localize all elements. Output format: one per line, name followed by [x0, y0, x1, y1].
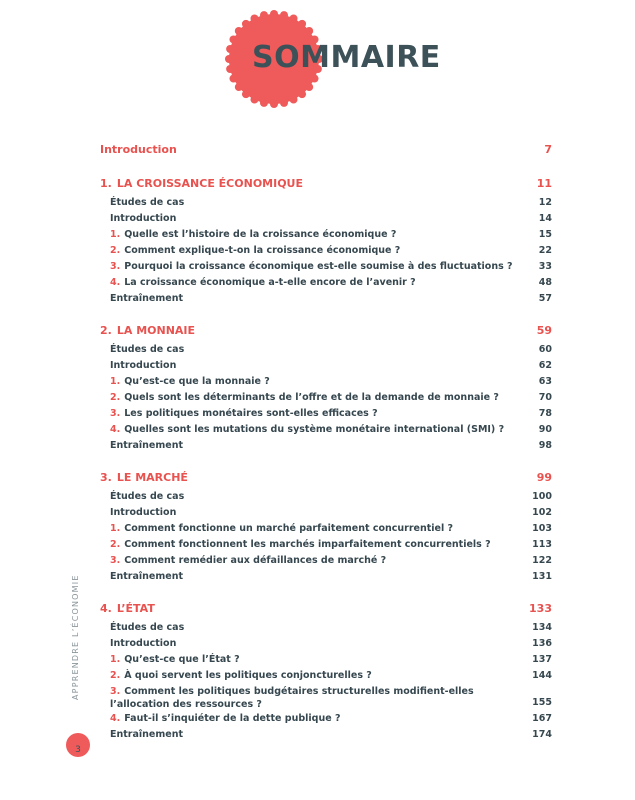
toc-entry[interactable] — [100, 537, 552, 553]
toc-entry-text — [110, 195, 522, 211]
toc-entry-label: Qu’est-ce que l’État ? — [124, 654, 240, 665]
toc-entry-text — [110, 489, 522, 505]
toc-entry-page: 22 — [538, 245, 552, 256]
chapter-number: 1. — [100, 177, 112, 190]
toc-entry-text — [110, 505, 522, 521]
toc-entry-number: 1. — [110, 523, 121, 534]
toc-entry-text — [110, 374, 522, 390]
chapter-page: 99 — [536, 471, 552, 484]
toc-entry[interactable] — [100, 668, 552, 684]
toc-entry-text — [110, 342, 522, 358]
chapter-page: 59 — [536, 324, 552, 337]
toc-entry-number: 3. — [110, 408, 121, 419]
toc-entry[interactable] — [100, 521, 552, 537]
chapter-title-text — [100, 599, 522, 619]
toc-entry-number: 3. — [110, 686, 121, 697]
toc-entry-text — [110, 275, 522, 291]
toc-entry-page: 70 — [538, 392, 552, 403]
toc-entry-page: 136 — [532, 638, 552, 649]
sidebar-book-title: APPRENDRE L’ÉCONOMIE — [71, 574, 80, 700]
toc-entry[interactable] — [100, 374, 552, 390]
toc-entry[interactable] — [100, 711, 552, 727]
toc-entry-label: Comment fonctionne un marché parfaitement concurrentiel ? — [124, 523, 454, 534]
chapter-section — [100, 599, 552, 743]
toc-entry-text — [110, 652, 522, 668]
toc-entry-label: Entraînement — [110, 571, 183, 582]
toc-entry-label: Études de cas — [110, 491, 185, 502]
chapter-title-text — [100, 321, 522, 341]
toc-entry-page: 98 — [538, 440, 552, 451]
toc-entry-page: 12 — [538, 197, 552, 208]
page-title: SOMMAIRE — [252, 40, 441, 75]
toc-entry-number: 3. — [110, 555, 121, 566]
toc-entry-page: 48 — [538, 277, 552, 288]
chapter-heading[interactable] — [100, 599, 552, 619]
toc-entry-page: 90 — [538, 424, 552, 435]
toc-entry-label: Qu’est-ce que la monnaie ? — [124, 376, 270, 387]
toc-entry-label: Entraînement — [110, 293, 183, 304]
toc-entry[interactable] — [100, 438, 552, 454]
toc-entry[interactable] — [100, 620, 552, 636]
toc-entry-page: 33 — [538, 261, 552, 272]
toc-entry-number: 2. — [110, 539, 121, 550]
toc-entry-label: Introduction — [110, 360, 177, 371]
toc-entry-text — [110, 727, 522, 743]
chapter-title: LA CROISSANCE ÉCONOMIQUE — [116, 177, 304, 190]
toc-entry-page: 155 — [532, 697, 552, 708]
toc-entry-label: Introduction — [110, 213, 177, 224]
chapter-page: 11 — [536, 177, 552, 190]
toc-entry-page: 100 — [532, 491, 552, 502]
page-number-badge — [66, 733, 90, 757]
toc-entry-text — [110, 422, 522, 438]
chapter-title-text — [100, 468, 522, 488]
chapter-list — [100, 174, 552, 743]
toc-entry-label: Faut-il s’inquiéter de la dette publique ? — [124, 713, 341, 724]
toc-entry-text — [110, 406, 522, 422]
toc-entry-label: La croissance économique a-t-elle encore de l’avenir ? — [124, 277, 416, 288]
toc-entry[interactable] — [100, 243, 552, 259]
toc-entry[interactable] — [100, 422, 552, 438]
toc-entry-text — [110, 390, 522, 406]
chapter-title: L’ÉTAT — [116, 602, 155, 615]
toc-entry-page: 62 — [538, 360, 552, 371]
toc-entry-number: 1. — [110, 229, 121, 240]
toc-entry[interactable] — [100, 636, 552, 652]
chapter-heading[interactable] — [100, 468, 552, 488]
toc-entry-text — [110, 438, 522, 454]
toc-entry-label: Quelle est l’histoire de la croissance économique ? — [124, 229, 397, 240]
toc-entry[interactable] — [100, 291, 552, 307]
toc-entry-page: 63 — [538, 376, 552, 387]
toc-entry-label: Entraînement — [110, 440, 183, 451]
toc-entry-text — [110, 537, 522, 553]
header — [0, 0, 635, 110]
toc-entry-page: 15 — [538, 229, 552, 240]
toc-entry[interactable] — [100, 489, 552, 505]
chapter-section — [100, 468, 552, 585]
toc-entry-number: 4. — [110, 713, 121, 724]
toc-entry-text — [110, 259, 522, 275]
chapter-section — [100, 174, 552, 307]
chapter-section — [100, 321, 552, 454]
toc-entry-number: 1. — [110, 376, 121, 387]
toc-entry[interactable] — [100, 275, 552, 291]
toc-entry[interactable] — [100, 684, 552, 711]
toc-entry-page: 14 — [538, 213, 552, 224]
toc-entry-text — [110, 684, 522, 711]
toc-entry[interactable] — [100, 553, 552, 569]
toc-introduction-page: 7 — [544, 143, 552, 156]
chapter-number: 2. — [100, 324, 112, 337]
toc-entry[interactable] — [100, 652, 552, 668]
toc-entry-label: À quoi servent les politiques conjoncturelles ? — [124, 670, 372, 681]
toc-entry-number: 4. — [110, 424, 121, 435]
chapter-title: LE MARCHÉ — [116, 471, 188, 484]
toc-entry-label: Quelles sont les mutations du système monétaire international (SMI) ? — [124, 424, 505, 435]
toc-entry-label: Études de cas — [110, 197, 185, 208]
chapter-heading[interactable] — [100, 174, 552, 194]
toc-entry-label: Comment fonctionnent les marchés imparfaitement concurrentiels ? — [124, 539, 491, 550]
toc-entry-text — [110, 243, 522, 259]
toc-entry-page: 78 — [538, 408, 552, 419]
chapter-heading[interactable] — [100, 321, 552, 341]
toc-entry-page: 167 — [532, 713, 552, 724]
toc-entry-page: 134 — [532, 622, 552, 633]
toc-entry-label: Introduction — [110, 507, 177, 518]
toc-entry-page: 103 — [532, 523, 552, 534]
toc-entry-number: 2. — [110, 245, 121, 256]
toc-entry-label: Les politiques monétaires sont-elles efficaces ? — [124, 408, 378, 419]
toc-entry[interactable] — [100, 406, 552, 422]
toc-entry-label: Entraînement — [110, 729, 183, 740]
toc-entry-text — [110, 636, 522, 652]
chapter-title: LA MONNAIE — [116, 324, 196, 337]
toc-entry-text — [110, 668, 522, 684]
toc-entry-number: 1. — [110, 654, 121, 665]
toc-introduction[interactable] — [100, 140, 552, 160]
toc-entry-text — [110, 358, 522, 374]
toc-entry[interactable] — [100, 259, 552, 275]
toc-entry[interactable] — [100, 569, 552, 585]
toc-entry-label: Comment les politiques budgétaires structurelles modifient-elles l’allocation des ressources ? — [110, 686, 474, 710]
toc-entry[interactable] — [100, 727, 552, 743]
toc-entry[interactable] — [100, 390, 552, 406]
chapter-title-text — [100, 174, 522, 194]
toc-entry-page: 174 — [532, 729, 552, 740]
toc-entry-page: 122 — [532, 555, 552, 566]
toc-entry[interactable] — [100, 342, 552, 358]
toc-entry-number: 2. — [110, 392, 121, 403]
toc-entry-page: 137 — [532, 654, 552, 665]
toc-entry-label: Comment explique-t-on la croissance économique ? — [124, 245, 401, 256]
toc-entry-number: 4. — [110, 277, 121, 288]
toc-entry-page: 131 — [532, 571, 552, 582]
chapter-number: 4. — [100, 602, 112, 615]
chapter-number: 3. — [100, 471, 112, 484]
page-number: 3 — [75, 745, 81, 755]
toc-entry-label: Pourquoi la croissance économique est-elle soumise à des fluctuations ? — [124, 261, 513, 272]
toc-introduction-label: Introduction — [100, 143, 177, 156]
toc-entry-text — [110, 620, 522, 636]
toc-entry-page: 57 — [538, 293, 552, 304]
toc-entry-page: 113 — [532, 539, 552, 550]
toc-entry-number: 2. — [110, 670, 121, 681]
toc-entry[interactable] — [100, 358, 552, 374]
toc-entry[interactable] — [100, 195, 552, 211]
toc-entry-text — [110, 291, 522, 307]
toc-entry-number: 3. — [110, 261, 121, 272]
toc-entry-text — [110, 569, 522, 585]
toc-entry-label: Introduction — [110, 638, 177, 649]
toc-entry-label: Études de cas — [110, 622, 185, 633]
toc-entry[interactable] — [100, 227, 552, 243]
toc-entry-text — [110, 711, 522, 727]
toc-entry[interactable] — [100, 505, 552, 521]
toc-entry-label: Comment remédier aux défaillances de marché ? — [124, 555, 387, 566]
toc-entry[interactable] — [100, 211, 552, 227]
table-of-contents — [100, 140, 552, 757]
toc-entry-label: Quels sont les déterminants de l’offre et de la demande de monnaie ? — [124, 392, 499, 403]
toc-entry-text — [110, 521, 522, 537]
toc-entry-page: 144 — [532, 670, 552, 681]
toc-entry-page: 60 — [538, 344, 552, 355]
toc-entry-label: Études de cas — [110, 344, 185, 355]
chapter-page: 133 — [529, 602, 552, 615]
toc-entry-text — [110, 553, 522, 569]
toc-entry-text — [110, 211, 522, 227]
toc-entry-text — [110, 227, 522, 243]
toc-entry-page: 102 — [532, 507, 552, 518]
